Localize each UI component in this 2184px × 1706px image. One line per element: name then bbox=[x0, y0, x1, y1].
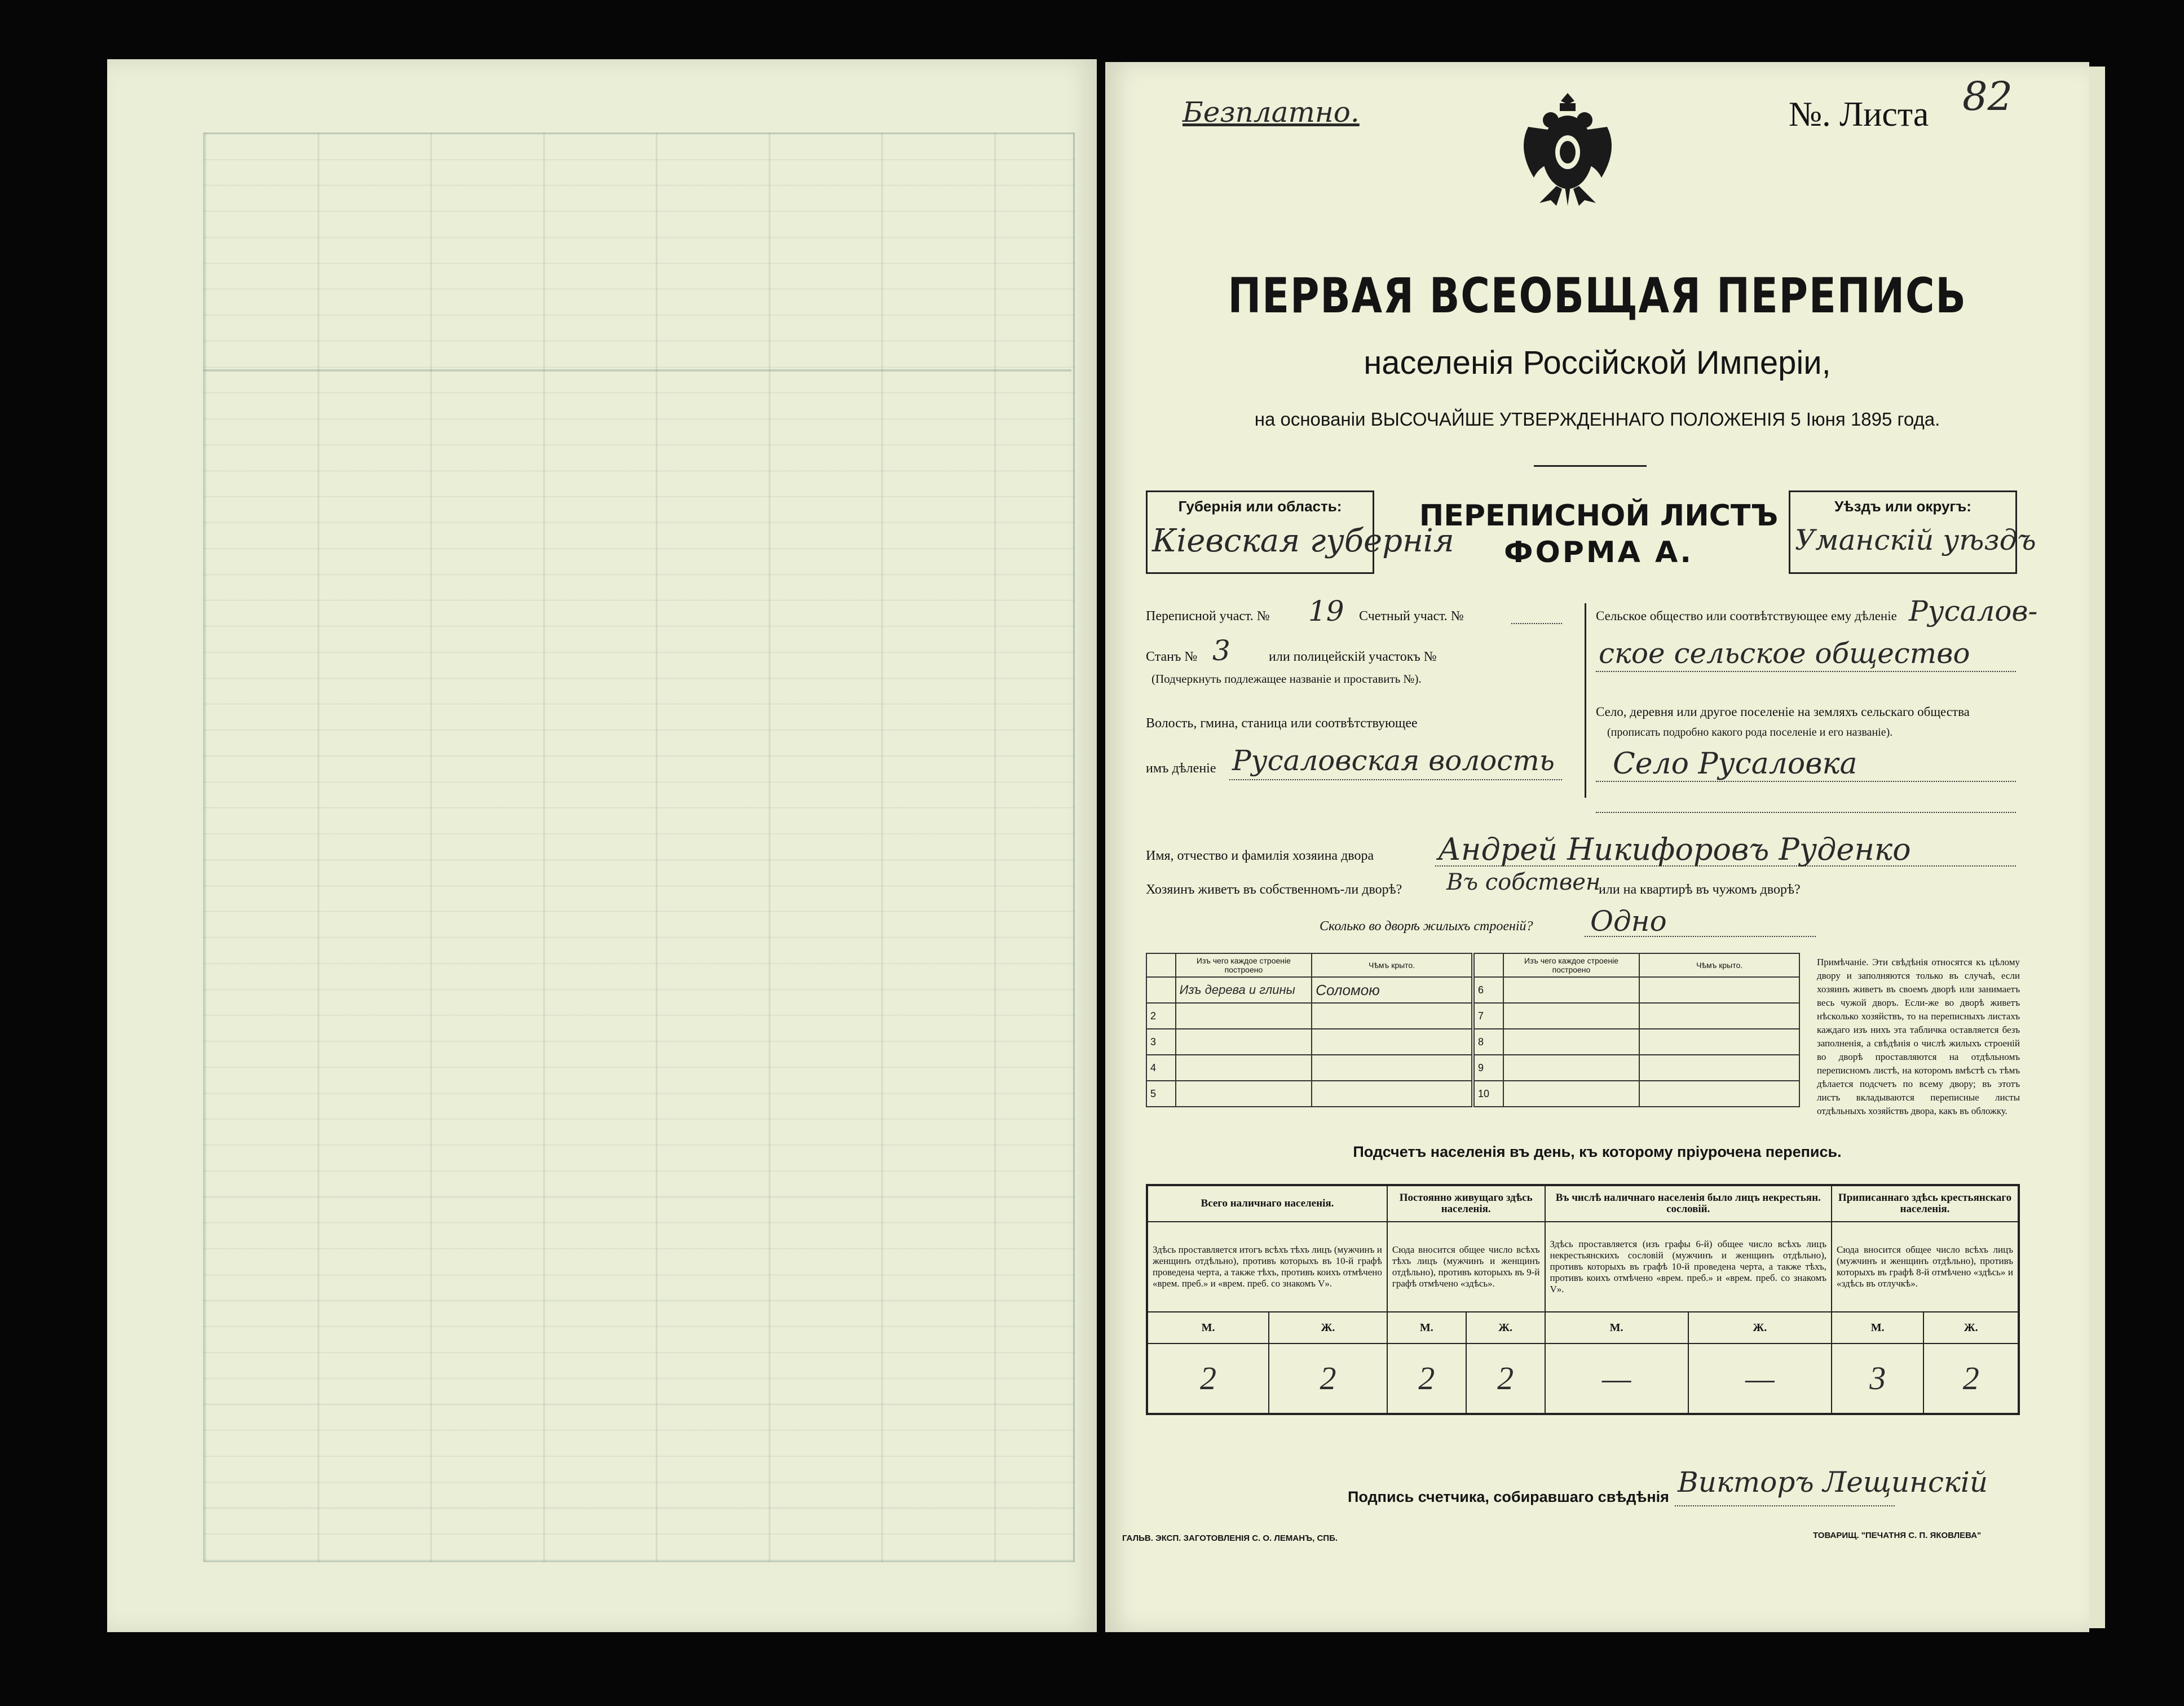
owner-line bbox=[1435, 865, 2016, 867]
col-desc-non-peasant: Здѣсь проставляется (изъ графы 6-й) общее число всѣхъ лицъ некрестьянскихъ сословій (мужчинъ и женщинъ отдѣльно), противъ которыхъ въ графѣ 10-й проведена черта, а также тѣхъ, противъ коихъ отмѣчено «врем. преб.» и «врем. преб. со знакомъ V». bbox=[1545, 1222, 1832, 1312]
society-value-1: Русалов- bbox=[1909, 595, 2038, 627]
census-count-table bbox=[1146, 1184, 2020, 1415]
census-form-page bbox=[1105, 62, 2089, 1632]
table-row bbox=[1146, 977, 1799, 1003]
counting-area-line bbox=[1511, 623, 1562, 624]
row-number: 3 bbox=[1146, 1029, 1176, 1055]
row-number: 6 bbox=[1473, 977, 1503, 1003]
owner-label: Имя, отчество и фамилія хозяина двора bbox=[1146, 848, 1374, 863]
form-a-label: ФОРМА А. bbox=[1504, 536, 1693, 569]
permanent-female-value: 2 bbox=[1466, 1343, 1545, 1414]
col-desc-permanent: Сюда вносится общее число всѣхъ тѣхъ лицъ (мужчинъ и женщинъ отдѣльно), противъ которыхъ въ 9-й графѣ отмѣчено «здѣсь». bbox=[1387, 1222, 1545, 1312]
footer-right: ТОВАРИЩ. "ПЕЧАТНЯ С. П. ЯКОВЛЕВА" bbox=[1813, 1531, 1982, 1540]
sheet-number-value: 82 bbox=[1962, 73, 2013, 120]
village-line bbox=[1596, 781, 2016, 782]
row-number: 10 bbox=[1473, 1081, 1503, 1107]
village-label: Село, деревня или другое поселеніе на земляхъ сельскаго общества bbox=[1596, 705, 1970, 719]
village-line-2 bbox=[1596, 812, 2016, 813]
row-number: 5 bbox=[1146, 1081, 1176, 1107]
stan-value: 3 bbox=[1212, 634, 1230, 667]
row-number: 4 bbox=[1146, 1055, 1176, 1081]
table-row bbox=[1146, 1029, 1799, 1055]
society-line bbox=[1596, 671, 2016, 672]
buildings-table bbox=[1146, 953, 1800, 1107]
society-label: Сельское общество или соотвѣтствующее ему дѣленіе bbox=[1596, 609, 1897, 623]
district-value: Уманскій уѣздъ bbox=[1795, 524, 2036, 556]
village-note: (прописать подробно какого рода поселеніе и его названіе). bbox=[1607, 726, 1893, 739]
male-label: М. bbox=[1387, 1312, 1466, 1343]
underline-note: (Подчеркнуть подлежащее названіе и проставить №). bbox=[1151, 672, 1422, 686]
col-roof-right: Чѣмъ крыто. bbox=[1639, 953, 1799, 977]
ornament-divider bbox=[1534, 465, 1647, 467]
police-label: или полицейскій участокъ № bbox=[1269, 649, 1437, 664]
female-label: Ж. bbox=[1269, 1312, 1387, 1343]
col-head-permanent: Постоянно живущаго здѣсь населенія. bbox=[1387, 1185, 1545, 1222]
roof-value: Соломою bbox=[1312, 977, 1473, 1003]
society-value-2: ское сельское общество bbox=[1599, 637, 1970, 670]
row-number: 7 bbox=[1473, 1003, 1503, 1029]
table-row bbox=[1146, 1055, 1799, 1081]
owner-value: Андрей Никифоровъ Руденко bbox=[1438, 832, 1911, 867]
male-label: М. bbox=[1832, 1312, 1923, 1343]
signature-label: Подпись счетчика, собиравшаго свѣдѣнія bbox=[1348, 1488, 1669, 1505]
female-label: Ж. bbox=[1923, 1312, 2019, 1343]
lives-label: Хозяинъ живетъ въ собственномъ-ли дворѣ? bbox=[1146, 882, 1402, 897]
registered-female-value: 2 bbox=[1923, 1343, 2019, 1414]
col-desc-registered: Сюда вносится общее число всѣхъ лицъ (мужчинъ и женщинъ отдѣльно), противъ которыхъ въ графѣ 8-й отмѣчено «здѣсь» и «здѣсь въ отлучкѣ». bbox=[1832, 1222, 2019, 1312]
col-head-registered: Приписаннаго здѣсь крестьянскаго населенія. bbox=[1832, 1185, 2019, 1222]
sheet-title: ПЕРЕПИСНОЙ ЛИСТЪ bbox=[1419, 499, 1779, 533]
bleed-through-header bbox=[203, 132, 1071, 372]
volost-label: Волость, гмина, станица или соотвѣтствующее bbox=[1146, 716, 1418, 731]
village-value: Село Русаловка bbox=[1613, 747, 1857, 781]
page-edge bbox=[2089, 67, 2105, 1628]
footer-left: ГАЛЬВ. ЭКСП. ЗАГОТОВЛЕНІЯ С. О. ЛЕМАНЪ, СПБ. bbox=[1122, 1533, 1338, 1543]
col-head-total: Всего наличнаго населенія. bbox=[1147, 1185, 1387, 1222]
col-built-left: Изъ чего каждое строеніе построено bbox=[1176, 953, 1312, 977]
free-label: Безплатно. bbox=[1183, 96, 1360, 129]
table-row bbox=[1146, 1003, 1799, 1029]
female-label: Ж. bbox=[1466, 1312, 1545, 1343]
male-label: М. bbox=[1545, 1312, 1688, 1343]
form-main-title: ПЕРВАЯ ВСЕОБЩАЯ ПЕРЕПИСЬ bbox=[1228, 268, 1967, 324]
col-roof-left: Чѣмъ крыто. bbox=[1312, 953, 1473, 977]
legal-basis: на основаніи ВЫСОЧАЙШЕ УТВЕРЖДЕННАГО ПОЛОЖЕНІЯ 5 Іюня 1895 года. bbox=[1254, 409, 1940, 430]
col-head-non-peasant: Въ числѣ наличнаго населенія было лицъ некрестьян. сословій. bbox=[1545, 1185, 1832, 1222]
row-number: 8 bbox=[1473, 1029, 1503, 1055]
volost-label-2: имъ дѣленіе bbox=[1146, 761, 1216, 776]
row-number bbox=[1146, 977, 1176, 1003]
volost-value: Русаловская волость bbox=[1232, 744, 1555, 777]
census-area-value: 19 bbox=[1308, 595, 1344, 627]
registered-male-value: 3 bbox=[1832, 1343, 1923, 1414]
district-label: Уѣздъ или округъ: bbox=[1834, 498, 1971, 515]
non-peasant-female-value: — bbox=[1688, 1343, 1832, 1414]
buildings-value: Одно bbox=[1590, 905, 1667, 938]
permanent-male-value: 2 bbox=[1387, 1343, 1466, 1414]
lives-label-2: или на квартирѣ въ чужомъ дворѣ? bbox=[1599, 882, 1801, 897]
note-text: Примѣчаніе. Эти свѣдѣнія относятся къ цѣлому двору и заполняются только въ случаѣ, если хозяинъ живетъ въ своемъ дворѣ или занимаетъ весь чужой дворъ. Если-же во дворѣ живетъ нѣсколько хозяйствъ, то на переписныхъ листахъ каждаго изъ нихъ эта табличка оставляется безъ заполненія, а свѣдѣнія о числѣ жилыхъ строеній во дворѣ проставляются на отдѣльномъ переписномъ листѣ, на которомъ вмѣстѣ съ тѣмъ дѣлается подсчетъ по всему двору; въ этотъ листъ вкладываются переписные листы отдѣльныхъ хозяйствъ двора, какъ въ обложку. bbox=[1817, 957, 2020, 1116]
buildings-label: Сколько во дворѣ жилыхъ строеній? bbox=[1320, 919, 1533, 934]
census-area-label: Переписной участ. № bbox=[1146, 609, 1270, 624]
male-label: М. bbox=[1147, 1312, 1269, 1343]
row-number: 9 bbox=[1473, 1055, 1503, 1081]
stan-label: Станъ № bbox=[1146, 649, 1198, 664]
signature-line bbox=[1675, 1505, 1895, 1506]
total-female-value: 2 bbox=[1269, 1343, 1387, 1414]
sheet-number-label: №. Листа bbox=[1789, 95, 1929, 134]
province-box bbox=[1146, 490, 1454, 574]
imperial-eagle-icon bbox=[1511, 87, 1624, 209]
left-page bbox=[107, 59, 1097, 1632]
col-built-right: Изъ чего каждое строеніе построено bbox=[1503, 953, 1640, 977]
buildings-line bbox=[1585, 936, 1816, 937]
counting-area-label: Счетный участ. № bbox=[1359, 609, 1464, 624]
lives-value: Въ собствен bbox=[1446, 869, 1601, 895]
row-number: 2 bbox=[1146, 1003, 1176, 1029]
signature-value: Викторъ Лещинскій bbox=[1678, 1466, 1988, 1499]
form-subtitle: населенія Россійской Имперіи, bbox=[1364, 344, 1831, 381]
province-label: Губернія или область: bbox=[1178, 498, 1342, 515]
district-box bbox=[1789, 490, 2036, 574]
province-value: Кіевская губернія bbox=[1152, 523, 1454, 559]
volost-line bbox=[1229, 779, 1562, 780]
built-value: Изъ дерева и глины bbox=[1176, 977, 1312, 1003]
total-male-value: 2 bbox=[1147, 1343, 1269, 1414]
census-count-title: Подсчетъ населенія въ день, къ которому пріурочена перепись. bbox=[1353, 1143, 1842, 1160]
table-row bbox=[1146, 1081, 1799, 1107]
non-peasant-male-value: — bbox=[1545, 1343, 1688, 1414]
col-desc-total: Здѣсь проставляется итогъ всѣхъ тѣхъ лицъ (мужчинъ и женщинъ отдѣльно), противъ которыхъ въ 10-й графѣ проведена черта, а также тѣхъ, противъ коихъ отмѣчено «врем. преб.» и «врем. преб. со знакомъ V». bbox=[1147, 1222, 1387, 1312]
female-label: Ж. bbox=[1688, 1312, 1832, 1343]
column-divider bbox=[1585, 603, 1586, 798]
